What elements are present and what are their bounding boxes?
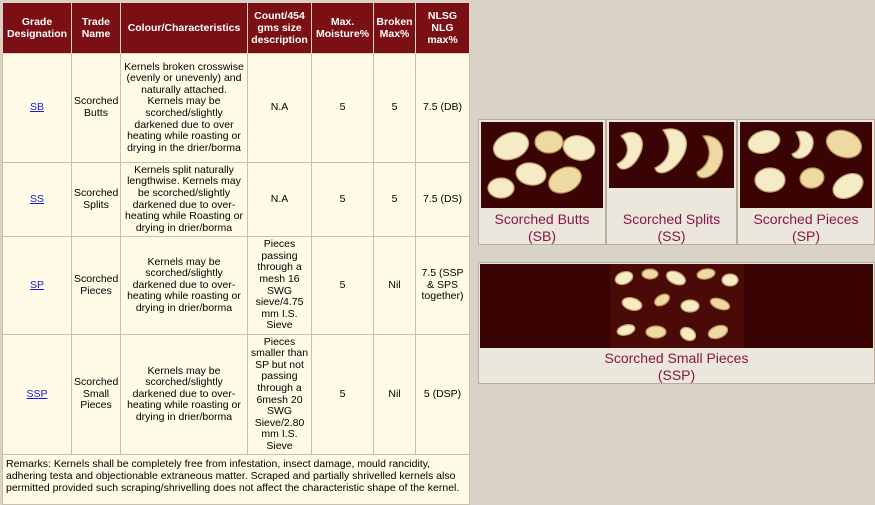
remarks-text: Remarks: Kernels shall be completely free from infestation, insect damage, mould rancidity, adhering testa and objectionable extraneous matter. Scraped and partially shrivelled kernels also permitted provided such scraping/shrivelling does not affect the characteristic shape of the kernel. (3, 455, 470, 505)
gallery-item-ssp (478, 262, 875, 384)
broken-cell: Nil (374, 335, 416, 455)
gallery-item-sb (478, 119, 606, 245)
gallery-caption (738, 211, 874, 245)
broken-cell: Nil (374, 237, 416, 335)
header-moisture: Max. Moisture% (312, 3, 374, 54)
header-colour: Colour/Characteristics (121, 3, 248, 54)
count-cell: Pieces passing through a mesh 16 SWG sieve/4.75 mm I.S. Sieve (248, 237, 312, 335)
gallery-code: (SS) (657, 228, 686, 244)
grade-cell (3, 237, 72, 335)
nlsg-cell: 7.5 (DB) (416, 54, 470, 163)
gallery-code: (SB) (528, 228, 556, 244)
grade-link-ss[interactable]: SS (29, 192, 44, 205)
gallery-title: Scorched Splits (622, 211, 721, 227)
header-trade: Trade Name (72, 3, 121, 54)
colour-cell: Kernels may be scorched/slightly darkened due to over-heating while roasting or drying in drier/borma (121, 335, 248, 455)
table-row (3, 237, 470, 335)
moisture-cell: 5 (312, 163, 374, 237)
count-cell: N.A (248, 54, 312, 163)
gallery-caption (479, 350, 874, 384)
moisture-cell: 5 (312, 237, 374, 335)
table-row (3, 54, 470, 163)
header-row (3, 3, 470, 54)
scorched-small-pieces-photo (610, 264, 744, 348)
gallery-item-ss (606, 119, 737, 245)
grade-cell (3, 54, 72, 163)
grade-link-sb[interactable]: SB (29, 101, 44, 114)
gallery-title: Scorched Pieces (753, 211, 859, 227)
count-cell: N.A (248, 163, 312, 237)
header-count: Count/454 gms size description (248, 3, 312, 54)
gallery-code: (SP) (792, 228, 820, 244)
scorched-splits-photo (609, 122, 734, 188)
nlsg-cell: 7.5 (DS) (416, 163, 470, 237)
scorched-butts-photo (481, 122, 603, 208)
table-row (3, 335, 470, 455)
grade-cell (3, 163, 72, 237)
colour-cell: Kernels split naturally lengthwise. Kernels may be scorched/slightly darkened due to over-heating while Roasting or drying in drier/borma (121, 163, 248, 237)
colour-cell: Kernels may be scorched/slightly darkened due to over-heating while roasting or drying in drier/borma (121, 237, 248, 335)
scorched-pieces-photo (740, 122, 872, 208)
gallery-title: Scorched Small Pieces (604, 350, 749, 366)
moisture-cell: 5 (312, 54, 374, 163)
broken-cell: 5 (374, 163, 416, 237)
trade-cell: Scorched Small Pieces (72, 335, 121, 455)
gallery-caption (607, 211, 736, 245)
count-cell: Pieces smaller than SP but not passing through a 6mesh 20 SWG Sieve/2.80 mm I.S. Sieve (248, 335, 312, 455)
nlsg-cell: 7.5 (SSP & SPS together) (416, 237, 470, 335)
broken-cell: 5 (374, 54, 416, 163)
gallery-code: (SSP) (657, 367, 696, 383)
table-row (3, 163, 470, 237)
trade-cell: Scorched Butts (72, 54, 121, 163)
gallery-caption (479, 211, 605, 245)
scorched-small-pieces-band (480, 264, 873, 348)
header-grade: Grade Designation (3, 3, 72, 54)
nlsg-cell: 5 (DSP) (416, 335, 470, 455)
header-broken: Broken Max% (374, 3, 416, 54)
header-nlsg: NLSG NLG max% (416, 3, 470, 54)
grade-table (2, 2, 470, 505)
grade-link-sp[interactable]: SP (29, 278, 44, 291)
trade-cell: Scorched Splits (72, 163, 121, 237)
grade-cell (3, 335, 72, 455)
remarks-row (3, 455, 470, 505)
grade-link-ssp[interactable]: SSP (26, 387, 48, 400)
colour-cell: Kernels broken crosswise (evenly or unevenly) and naturally attached. Kernels may be scorched/slightly darkened due to over heating while roasting or drying in the drier/borma (121, 54, 248, 163)
trade-cell: Scorched Pieces (72, 237, 121, 335)
gallery-title: Scorched Butts (494, 211, 590, 227)
moisture-cell: 5 (312, 335, 374, 455)
gallery-item-sp (737, 119, 875, 245)
